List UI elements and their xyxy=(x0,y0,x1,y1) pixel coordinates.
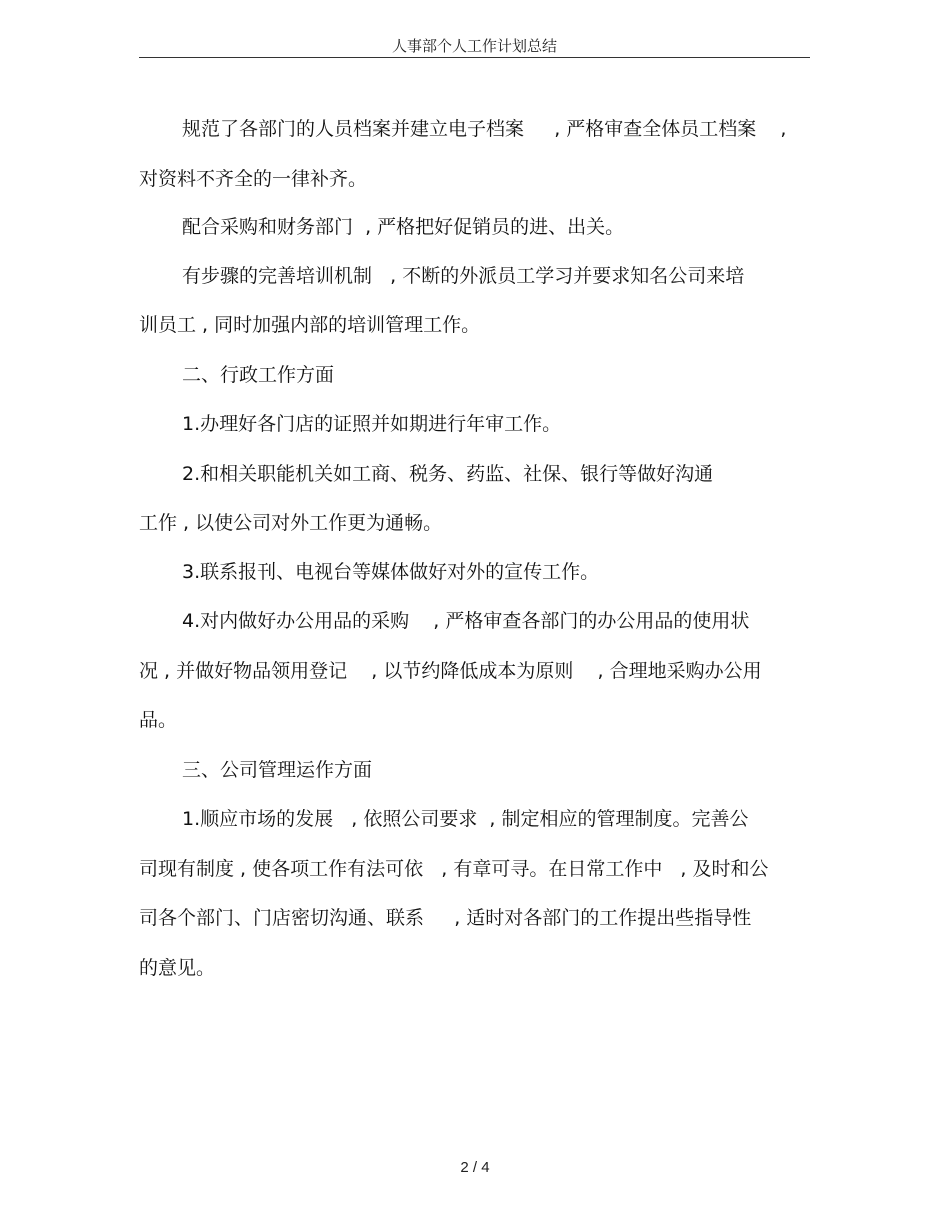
page-header-title: 人事部个人工作计划总结 xyxy=(391,37,557,55)
body-line: 司各个部门、门店密切沟通、联系 , 适时对各部门的工作提出些指导性 xyxy=(139,907,752,929)
body-line: 有步骤的完善培训机制 , 不断的外派员工学习并要求知名公司来培 xyxy=(182,265,745,287)
body-line: 1.办理好各门店的证照并如期进行年审工作。 xyxy=(182,413,562,435)
page-number: 2 / 4 xyxy=(460,1159,490,1176)
body-line: 工作 , 以使公司对外工作更为通畅。 xyxy=(139,512,443,534)
body-line: 司现有制度 , 使各项工作有法可依 , 有章可寻。在日常工作中 , 及时和公 xyxy=(139,858,769,880)
body-line: 4.对内做好办公用品的采购 , 严格审查各部门的办公用品的使用状 xyxy=(182,610,750,632)
body-line: 况 , 并做好物品领用登记 , 以节约降低成本为原则 , 合理地采购办公用 xyxy=(139,660,762,682)
body-line: 2.和相关职能机关如工商、税务、药监、社保、银行等做好沟通 xyxy=(182,463,714,485)
body-line: 品。 xyxy=(139,709,178,731)
body-line: 训员工 , 同时加强内部的培训管理工作。 xyxy=(139,314,481,336)
section-heading: 二、行政工作方面 xyxy=(182,364,335,386)
section-heading: 三、公司管理运作方面 xyxy=(182,759,373,781)
body-line: 配合采购和财务部门 , 严格把好促销员的进、出关。 xyxy=(182,216,625,238)
header-divider xyxy=(139,57,810,58)
body-line: 1.顺应市场的发展 , 依照公司要求 , 制定相应的管理制度。完善公 xyxy=(182,808,749,830)
body-line: 的意见。 xyxy=(139,957,216,979)
body-line: 对资料不齐全的一律补齐。 xyxy=(139,168,368,190)
body-line: 规范了各部门的人员档案并建立电子档案 , 严格审查全体员工档案 , xyxy=(182,118,787,140)
body-line: 3.联系报刊、电视台等媒体做好对外的宣传工作。 xyxy=(182,561,600,583)
